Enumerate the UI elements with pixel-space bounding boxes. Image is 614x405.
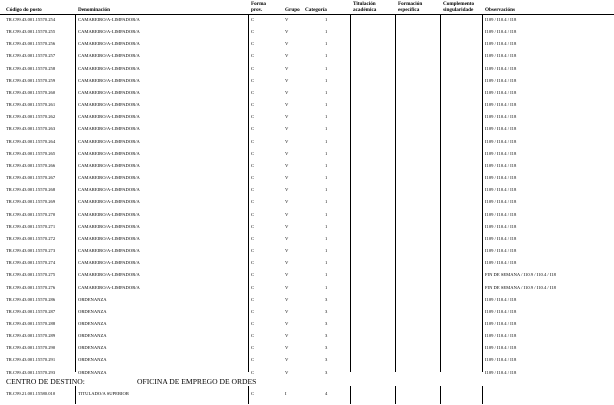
table-row [0, 75, 614, 87]
cell-group: V [285, 17, 289, 22]
cell-denomination: ORDENANZA [78, 369, 107, 375]
cell-category: 1 [325, 260, 328, 266]
table-row [0, 269, 614, 281]
header-complement: Complemento singularidade [443, 1, 475, 13]
cell-code: TR.C99.43.001.15570.255 [6, 29, 56, 35]
cell-group: V [285, 260, 289, 266]
cell-observations: I109 / I10.4 / I18 [485, 321, 517, 326]
cell-form-prov: C [251, 150, 255, 156]
cell-denomination: CAMAREIRO/A-LIMPADOR/A [78, 223, 140, 229]
table-row [0, 14, 614, 26]
cell-denomination: ORDENANZA [78, 333, 107, 339]
cell-code: TR.C99.43.001.15570.288 [6, 321, 56, 326]
table-row [0, 257, 614, 269]
table-row [0, 123, 614, 135]
cell-code: TR.C99.43.001.15570.290 [6, 345, 56, 351]
table-row [0, 184, 614, 196]
table-row [0, 318, 614, 330]
cell-form-prov: C [251, 369, 255, 375]
section-label: CENTRO DE DESTINO: [6, 377, 85, 386]
cell-form-prov: C [251, 77, 255, 83]
cell-category: 1 [325, 211, 328, 217]
cell-denomination: CAMAREIRO/A-LIMPADOR/A [78, 284, 140, 290]
table-row [0, 38, 614, 50]
cell-group: V [285, 89, 289, 95]
cell-category: 1 [325, 138, 328, 144]
table-row [0, 50, 614, 62]
cell-code: TR.C99.43.001.15570.260 [6, 89, 56, 95]
cell-group: V [285, 223, 289, 229]
cell-form-prov: C [251, 162, 255, 168]
cell-observations: I109 / I10.4 / I18 [485, 199, 517, 205]
cell-form-prov: C [251, 102, 255, 108]
cell-code: TR.C99.43.001.15570.291 [6, 357, 56, 363]
cell-observations: I109 / I10.4 / I18 [485, 308, 517, 314]
cell-code: TR.C99.43.001.15570.258 [6, 65, 56, 71]
cell-category: 1 [325, 248, 328, 254]
cell-denomination: CAMAREIRO/A-LIMPADOR/A [78, 175, 140, 181]
cell-category: 1 [325, 102, 328, 108]
cell-group: V [285, 29, 289, 35]
cell-form-prov: C [251, 89, 255, 95]
cell-observations: I109 / I10.4 / I18 [485, 65, 517, 71]
cell-category: 3 [325, 369, 328, 375]
cell-denomination: ORDENANZA [78, 321, 107, 326]
cell-category: 1 [325, 29, 328, 35]
cell-form-prov: C [251, 126, 255, 132]
cell-group: V [285, 77, 289, 83]
cell-observations: I109 / I10.4 / I18 [485, 333, 517, 339]
cell-denomination: CAMAREIRO/A-LIMPADOR/A [78, 248, 140, 254]
cell-category: 4 [325, 391, 328, 396]
column-rule [440, 386, 441, 404]
table-row [0, 294, 614, 306]
cell-form-prov: C [251, 321, 255, 326]
header-formation: Formación específica [398, 1, 423, 13]
section-value: OFICINA DE EMPREGO DE ORDES [137, 377, 257, 386]
cell-denomination: CAMAREIRO/A-LIMPADOR/A [78, 17, 140, 22]
cell-denomination: CAMAREIRO/A-LIMPADOR/A [78, 235, 140, 241]
table-row [0, 233, 614, 245]
cell-category: 1 [325, 17, 328, 22]
cell-denomination: TITULADO/A SUPERIOR [78, 391, 129, 396]
cell-observations: I109 / I10.4 / I18 [485, 175, 517, 181]
column-rule [248, 386, 249, 404]
cell-observations: I109 / I10.4 / I18 [485, 114, 517, 120]
cell-form-prov: C [251, 333, 255, 339]
cell-denomination: CAMAREIRO/A-LIMPADOR/A [78, 211, 140, 217]
cell-group: V [285, 211, 289, 217]
table-row [0, 99, 614, 111]
cell-denomination: CAMAREIRO/A-LIMPADOR/A [78, 126, 140, 132]
cell-denomination: CAMAREIRO/A-LIMPADOR/A [78, 260, 140, 266]
cell-category: 3 [325, 308, 328, 314]
cell-code: TR.C99.43.001.15570.261 [6, 102, 56, 108]
cell-code: TR.C99.43.001.15570.257 [6, 53, 56, 59]
cell-group: V [285, 175, 289, 181]
cell-code: TR.C99.43.001.15570.268 [6, 187, 56, 193]
cell-category: 3 [325, 296, 328, 302]
cell-group: V [285, 150, 289, 156]
cell-denomination: CAMAREIRO/A-LIMPADOR/A [78, 89, 140, 95]
cell-observations: I109 / I10.4 / I18 [485, 138, 517, 144]
cell-category: 1 [325, 89, 328, 95]
cell-observations: I109 / I10.4 / I18 [485, 126, 517, 132]
cell-observations: I109 / I10.4 / I18 [485, 211, 517, 217]
cell-observations: I109 / I10.4 / I18 [485, 187, 517, 193]
table-row [0, 172, 614, 184]
cell-observations: I109 / I10.4 / I18 [485, 29, 517, 35]
cell-category: 1 [325, 235, 328, 241]
cell-category: 1 [325, 223, 328, 229]
column-rule [395, 14, 396, 372]
cell-observations: I109 / I10.4 / I18 [485, 260, 517, 266]
cell-code: TR.C99.43.001.15570.286 [6, 296, 56, 302]
cell-code: TR.C99.43.001.15570.287 [6, 308, 56, 314]
cell-category: 1 [325, 126, 328, 132]
cell-form-prov: C [251, 345, 255, 351]
cell-category: 3 [325, 333, 328, 339]
cell-group: V [285, 53, 289, 59]
cell-observations: FIN DE SEMANA / I10.9 / I10.4 / I18 [485, 284, 556, 290]
cell-observations: I109 / I10.4 / I18 [485, 102, 517, 108]
cell-group: V [285, 357, 289, 363]
cell-category: 1 [325, 53, 328, 59]
header-group: Grupo [285, 7, 300, 13]
cell-code: TR.C99.43.001.15570.271 [6, 223, 56, 229]
cell-form-prov: C [251, 284, 255, 290]
cell-observations: I109 / I10.4 / I18 [485, 296, 517, 302]
cell-group: V [285, 284, 289, 290]
cell-code: TR.C99.43.001.15570.276 [6, 284, 56, 290]
column-rule [395, 386, 396, 404]
cell-category: 1 [325, 199, 328, 205]
cell-denomination: CAMAREIRO/A-LIMPADOR/A [78, 162, 140, 168]
table-row [0, 136, 614, 148]
cell-code: TR.C99.43.001.15570.289 [6, 333, 56, 339]
cell-code: TR.C99.43.001.15570.270 [6, 211, 56, 217]
cell-form-prov: C [251, 211, 255, 217]
table-row [0, 87, 614, 99]
cell-group: V [285, 321, 289, 326]
column-rule [482, 386, 483, 404]
table-row [0, 63, 614, 75]
cell-observations: I109 / I10.4 / I18 [485, 223, 517, 229]
cell-category: 1 [325, 187, 328, 193]
cell-observations: I109 / I10.4 / I18 [485, 357, 517, 363]
cell-group: V [285, 187, 289, 193]
column-rule [350, 386, 351, 404]
cell-group: V [285, 126, 289, 132]
cell-group: V [285, 308, 289, 314]
cell-denomination: CAMAREIRO/A-LIMPADOR/A [78, 199, 140, 205]
cell-form-prov: C [251, 296, 255, 302]
cell-observations: FIN DE SEMANA / I10.9 / I10.4 / I18 [485, 272, 556, 278]
table-row [0, 330, 614, 342]
cell-denomination: ORDENANZA [78, 308, 107, 314]
cell-code: TR.C99.43.001.15570.254 [6, 17, 56, 22]
cell-group: V [285, 138, 289, 144]
cell-form-prov: C [251, 41, 255, 47]
cell-category: 3 [325, 345, 328, 351]
header-titulation: Titulación académica [353, 1, 377, 13]
cell-code: TR.C99.43.001.15570.275 [6, 272, 56, 278]
cell-denomination: CAMAREIRO/A-LIMPADOR/A [78, 114, 140, 120]
cell-denomination: CAMAREIRO/A-LIMPADOR/A [78, 272, 140, 278]
cell-form-prov: C [251, 114, 255, 120]
cell-group: V [285, 296, 289, 302]
cell-form-prov: C [251, 199, 255, 205]
cell-code: TR.C99.43.001.15570.256 [6, 41, 56, 47]
cell-denomination: CAMAREIRO/A-LIMPADOR/A [78, 187, 140, 193]
table-row [0, 367, 614, 379]
cell-group: V [285, 114, 289, 120]
cell-code: TR.C99.43.001.15570.259 [6, 77, 56, 83]
cell-code: TR.C99.43.001.15570.263 [6, 126, 56, 132]
cell-form-prov: C [251, 29, 255, 35]
cell-category: 1 [325, 150, 328, 156]
cell-denomination: ORDENANZA [78, 357, 107, 363]
table-row [0, 245, 614, 257]
cell-form-prov: C [251, 138, 255, 144]
table-row [0, 221, 614, 233]
column-rule [440, 14, 441, 372]
cell-observations: I109 / I10.4 / I18 [485, 162, 517, 168]
cell-observations: I109 / I10.4 / I18 [485, 89, 517, 95]
table-row [0, 111, 614, 123]
cell-observations: I109 / I10.4 / I18 [485, 17, 517, 22]
cell-code: TR.C99.43.001.15570.273 [6, 248, 56, 254]
cell-group: V [285, 235, 289, 241]
column-rule [75, 14, 76, 372]
cell-observations: I109 / I10.4 / I18 [485, 77, 517, 83]
header-category: Categoría [305, 7, 327, 13]
cell-code: TR.C99.43.001.15570.267 [6, 175, 56, 181]
cell-group: V [285, 345, 289, 351]
table-row [0, 354, 614, 366]
cell-form-prov: C [251, 308, 255, 314]
cell-group: I [285, 391, 287, 396]
cell-group: V [285, 333, 289, 339]
cell-code: TR.C99.43.001.15570.262 [6, 114, 56, 120]
header-denomination: Denominación [78, 7, 110, 13]
table-row [0, 387, 614, 399]
cell-group: V [285, 369, 289, 375]
cell-form-prov: C [251, 65, 255, 71]
cell-denomination: CAMAREIRO/A-LIMPADOR/A [78, 41, 140, 47]
table-row [0, 160, 614, 172]
cell-denomination: CAMAREIRO/A-LIMPADOR/A [78, 77, 140, 83]
table-row [0, 196, 614, 208]
cell-code: TR.C99.43.001.15570.264 [6, 138, 56, 144]
cell-denomination: CAMAREIRO/A-LIMPADOR/A [78, 102, 140, 108]
table-row [0, 148, 614, 160]
cell-denomination: CAMAREIRO/A-LIMPADOR/A [78, 138, 140, 144]
cell-form-prov: C [251, 260, 255, 266]
cell-denomination: CAMAREIRO/A-LIMPADOR/A [78, 65, 140, 71]
cell-form-prov: C [251, 391, 255, 396]
cell-form-prov: C [251, 272, 255, 278]
table-row [0, 26, 614, 38]
cell-category: 1 [325, 284, 328, 290]
cell-code: TR.C99.43.001.15570.293 [6, 369, 56, 375]
cell-category: 1 [325, 162, 328, 168]
table-row [0, 209, 614, 221]
table-row [0, 342, 614, 354]
cell-form-prov: C [251, 248, 255, 254]
cell-form-prov: C [251, 17, 255, 22]
cell-code: TR.C99.43.001.15570.269 [6, 199, 56, 205]
cell-group: V [285, 248, 289, 254]
column-rule [75, 386, 76, 404]
cell-category: 1 [325, 272, 328, 278]
column-rule [350, 14, 351, 372]
cell-group: V [285, 65, 289, 71]
cell-group: V [285, 162, 289, 168]
cell-denomination: CAMAREIRO/A-LIMPADOR/A [78, 53, 140, 59]
cell-category: 1 [325, 77, 328, 83]
cell-group: V [285, 41, 289, 47]
cell-denomination: CAMAREIRO/A-LIMPADOR/A [78, 150, 140, 156]
cell-observations: I109 / I10.4 / I18 [485, 369, 517, 375]
cell-group: V [285, 102, 289, 108]
cell-category: 3 [325, 357, 328, 363]
cell-category: 1 [325, 65, 328, 71]
cell-group: V [285, 272, 289, 278]
cell-form-prov: C [251, 357, 255, 363]
cell-observations: I109 / I10.4 / I18 [485, 150, 517, 156]
cell-form-prov: C [251, 175, 255, 181]
cell-category: 1 [325, 114, 328, 120]
cell-category: 1 [325, 175, 328, 181]
cell-category: 1 [325, 41, 328, 47]
cell-form-prov: C [251, 53, 255, 59]
cell-code: TR.C99.21.001.15580.010 [6, 391, 56, 396]
cell-observations: I109 / I10.4 / I18 [485, 345, 517, 351]
cell-denomination: ORDENANZA [78, 296, 107, 302]
cell-observations: I109 / I10.4 / I18 [485, 41, 517, 47]
cell-code: TR.C99.43.001.15570.265 [6, 150, 56, 156]
cell-code: TR.C99.43.001.15570.274 [6, 260, 56, 266]
cell-denomination: ORDENANZA [78, 345, 107, 351]
table-row [0, 282, 614, 294]
cell-observations: I109 / I10.4 / I18 [485, 53, 517, 59]
cell-observations: I109 / I10.4 / I18 [485, 248, 517, 254]
cell-form-prov: C [251, 223, 255, 229]
cell-code: TR.C99.43.001.15570.266 [6, 162, 56, 168]
column-rule [248, 14, 249, 372]
cell-form-prov: C [251, 187, 255, 193]
column-rule [482, 14, 483, 372]
cell-code: TR.C99.43.001.15570.272 [6, 235, 56, 241]
cell-denomination: CAMAREIRO/A-LIMPADOR/A [78, 29, 140, 35]
table-row [0, 306, 614, 318]
cell-observations: I109 / I10.4 / I18 [485, 235, 517, 241]
header-code: Código do posto [6, 7, 42, 13]
header-form-prov: Forma prov. [251, 1, 266, 13]
header-observations: Observacións [485, 7, 515, 13]
cell-category: 3 [325, 321, 328, 326]
cell-group: V [285, 199, 289, 205]
cell-form-prov: C [251, 235, 255, 241]
